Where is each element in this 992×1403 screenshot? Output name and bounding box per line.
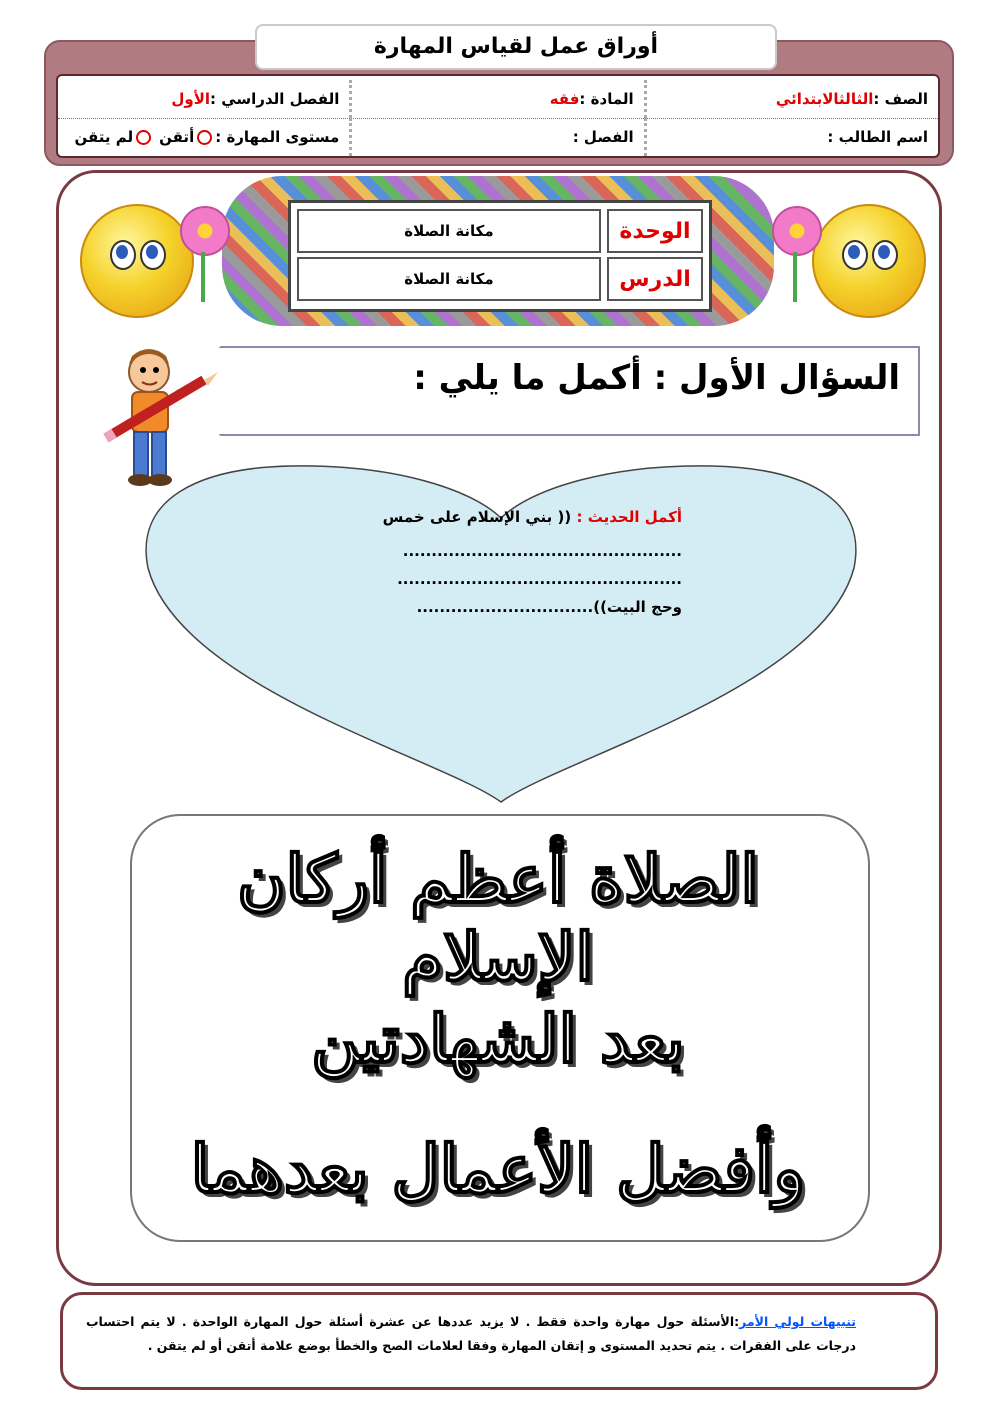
skill-level-label: مستوى المهارة : [215,128,340,146]
not-mastered-label: لم يتقن [74,128,134,146]
not-mastered-radio[interactable] [136,130,151,145]
question-title: السؤال الأول : أكمل ما يلي : [413,358,900,398]
smiley-face-icon [80,204,194,318]
unit-value: مكانة الصلاة [297,209,601,253]
subject-value: فقه [549,90,580,108]
student-name-label: اسم الطالب : [827,128,928,146]
subject-label: المادة : [579,90,634,108]
semester-label: الفصل الدراسي : [210,90,340,108]
lesson-value: مكانة الصلاة [297,257,601,301]
grade-label: الصف : [873,90,928,108]
hadith-line-3[interactable]: .................................................. [397,570,682,588]
grade-value: الثالثالابتدائي [775,90,874,108]
hadith-line-1 [383,508,682,526]
hadith-prompt-label: أكمل الحديث : [576,508,682,526]
hadith-line-1-text: (( بني الإسلام على خمس [382,508,572,526]
subject-cell [349,80,643,118]
mastered-label: أتقن [159,128,195,146]
hadith-line-2[interactable]: ................................................. [402,542,682,560]
smiley-right-decoration [760,196,930,346]
slogan-line-2: بعد الشهادتين [311,1000,685,1078]
skill-level-cell [58,118,349,156]
parent-notes-body: :الأسئلة حول مهارة واحدة فقط . لا يزيد عددها عن عشرة أسئلة حول المهارة الواحدة . لا يتم احتساب درجات على الفقرات . يتم تحديد المستوى و إتقان المهارة وفقا لعلامات الصح والخطأ بوضع علامة أتقن أو لم يتقن . [86,1314,856,1353]
class-label: الفصل : [572,128,634,146]
lesson-label: الدرس [607,257,703,301]
header-info-table [56,74,940,158]
semester-value: الأول [171,90,211,108]
flower-icon [180,206,230,256]
grade-cell [644,80,938,118]
class-cell[interactable] [349,118,643,156]
smiley-face-icon [812,204,926,318]
student-name-cell[interactable] [644,118,938,156]
slogan-line-1: الصلاة أعظم أركان الإسلام [237,840,759,996]
parent-notes [86,1310,856,1374]
mastered-radio[interactable] [197,130,212,145]
smiley-left-decoration [80,196,250,346]
semester-cell [58,80,349,118]
parent-notes-title: تنبيهات لولي الأمر [739,1314,856,1329]
flower-icon [772,206,822,256]
hadith-line-4[interactable]: وحج البيت))............................... [416,598,682,616]
unit-lesson-box [288,200,712,312]
page-title: أوراق عمل لقياس المهارة [255,24,777,70]
unit-label: الوحدة [607,209,703,253]
slogan-line-3: وأفضل الأعمال بعدهما [190,1130,806,1208]
